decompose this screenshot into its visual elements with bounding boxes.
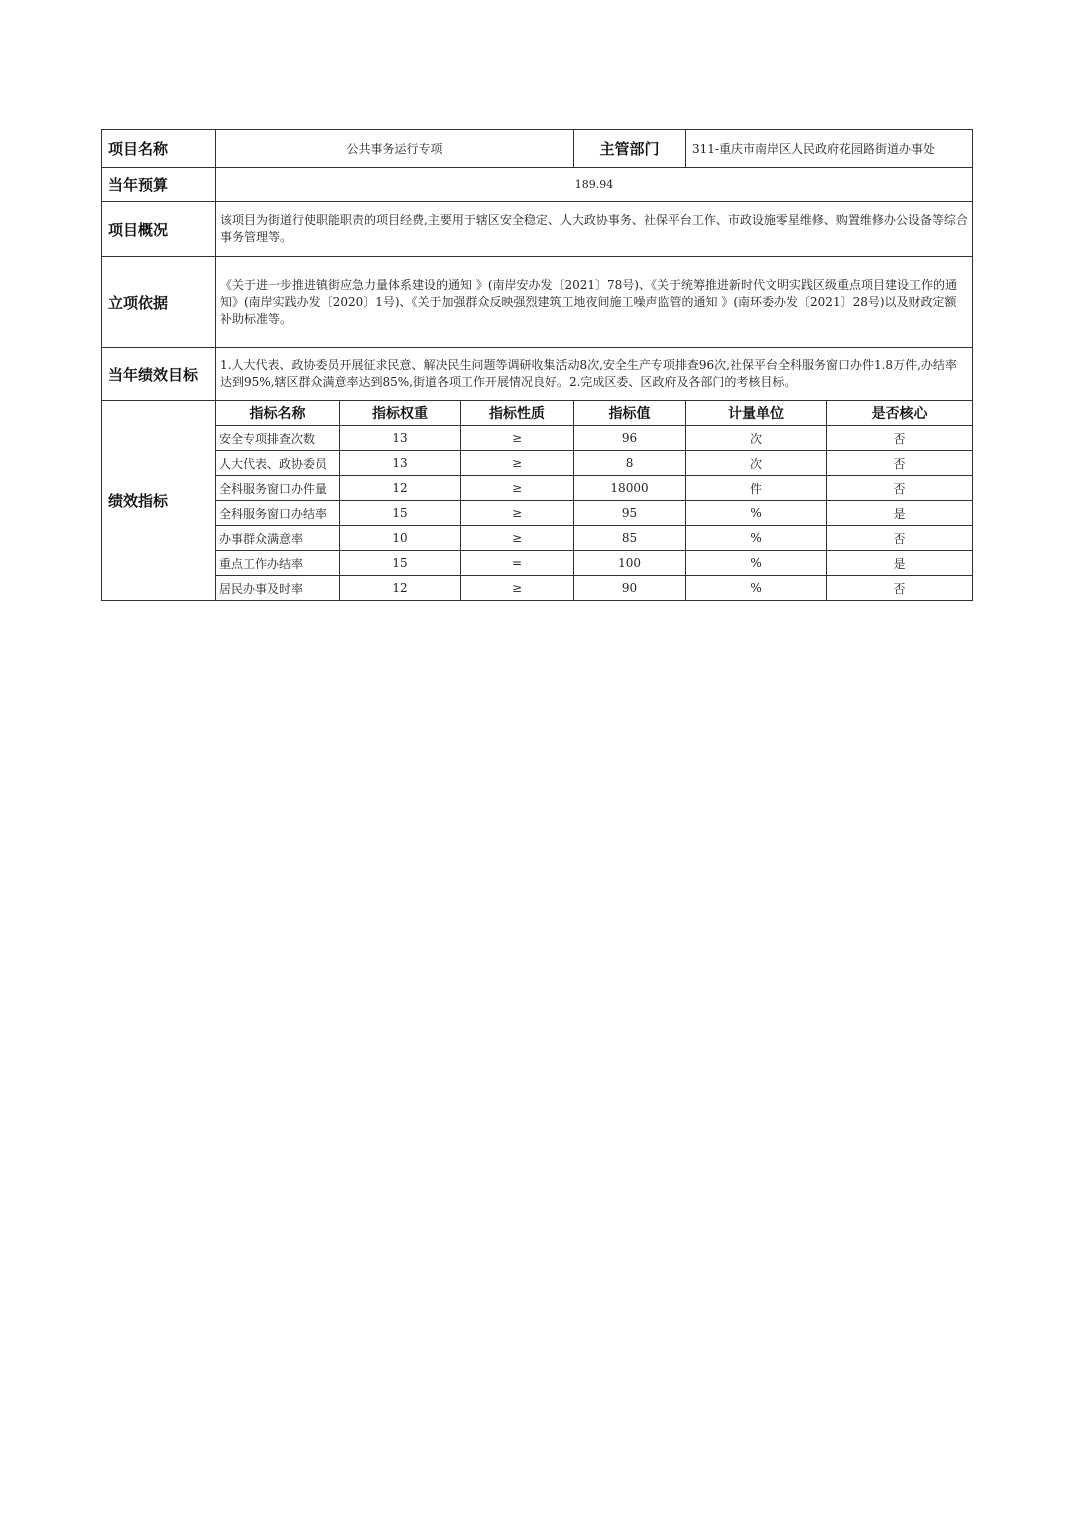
indicator-name: 全科服务窗口办结率 [216,501,340,526]
header-indicator-name: 指标名称 [216,401,340,426]
indicator-unit: % [686,576,827,601]
overview-label: 项目概况 [102,202,216,257]
indicator-value: 95 [574,501,686,526]
indicator-unit: 次 [686,426,827,451]
header-indicator-weight: 指标权重 [340,401,461,426]
indicator-name: 人大代表、政协委员 [216,451,340,476]
overview-row [102,202,973,257]
indicator-is-core: 是 [827,501,973,526]
indicator-is-core: 否 [827,451,973,476]
project-name-label: 项目名称 [102,130,216,168]
indicator-nature: ≥ [461,576,574,601]
indicator-nature: ≥ [461,426,574,451]
indicator-header-row [102,401,973,426]
indicator-nature: = [461,551,574,576]
indicator-is-core: 否 [827,576,973,601]
indicator-name: 办事群众满意率 [216,526,340,551]
indicator-row [102,526,973,551]
indicator-is-core: 否 [827,426,973,451]
indicator-row [102,451,973,476]
indicator-weight: 15 [340,501,461,526]
basis-row [102,257,973,348]
dept-value: 311-重庆市南岸区人民政府花园路街道办事处 [686,130,973,168]
indicator-unit: % [686,526,827,551]
indicator-value: 96 [574,426,686,451]
indicator-value: 8 [574,451,686,476]
dept-label: 主管部门 [574,130,686,168]
indicators-label: 绩效指标 [102,401,216,601]
header-unit: 计量单位 [686,401,827,426]
indicator-row [102,476,973,501]
project-name-value: 公共事务运行专项 [216,130,574,168]
budget-label: 当年预算 [102,168,216,202]
budget-row [102,168,973,202]
indicator-weight: 13 [340,451,461,476]
basis-value: 《关于进一步推进镇街应急力量体系建设的通知 》(南岸安办发〔2021〕78号)、《关于统筹推进新时代文明实践区级重点项目建设工作的通知》(南岸实践办发〔2020〕1号)、《关于加强群众反映强烈建筑工地夜间施工噪声监管的通知 》(南环委办发〔2021〕28号)以及财政定额补助标准等。 [216,257,973,348]
indicator-unit: % [686,501,827,526]
indicator-value: 90 [574,576,686,601]
indicator-value: 100 [574,551,686,576]
indicator-name: 安全专项排查次数 [216,426,340,451]
header-is-core: 是否核心 [827,401,973,426]
indicator-weight: 13 [340,426,461,451]
indicator-weight: 10 [340,526,461,551]
indicator-nature: ≥ [461,451,574,476]
header-indicator-value: 指标值 [574,401,686,426]
indicator-weight: 12 [340,476,461,501]
indicator-nature: ≥ [461,501,574,526]
indicator-nature: ≥ [461,526,574,551]
basis-label: 立项依据 [102,257,216,348]
indicator-row [102,501,973,526]
indicator-unit: % [686,551,827,576]
indicator-name: 重点工作办结率 [216,551,340,576]
goal-label: 当年绩效目标 [102,348,216,401]
indicator-is-core: 否 [827,476,973,501]
indicator-nature: ≥ [461,476,574,501]
indicator-value: 85 [574,526,686,551]
indicator-weight: 12 [340,576,461,601]
indicator-row [102,426,973,451]
goal-value: 1.人大代表、政协委员开展征求民意、解决民生问题等调研收集活动8次,安全生产专项排查96次,社保平台全科服务窗口办件1.8万件,办结率达到95%,辖区群众满意率达到85%,街道各项工作开展情况良好。2.完成区委、区政府及各部门的考核目标。 [216,348,973,401]
header-indicator-nature: 指标性质 [461,401,574,426]
overview-value: 该项目为街道行使职能职责的项目经费,主要用于辖区安全稳定、人大政协事务、社保平台工作、市政设施零星维修、购置维修办公设备等综合事务管理等。 [216,202,973,257]
project-table [101,129,973,601]
indicator-name: 居民办事及时率 [216,576,340,601]
indicator-row [102,551,973,576]
indicator-weight: 15 [340,551,461,576]
indicator-name: 全科服务窗口办件量 [216,476,340,501]
project-name-row [102,130,973,168]
indicator-is-core: 否 [827,526,973,551]
indicator-unit: 件 [686,476,827,501]
goal-row [102,348,973,401]
indicator-unit: 次 [686,451,827,476]
indicator-value: 18000 [574,476,686,501]
indicator-is-core: 是 [827,551,973,576]
project-performance-sheet [101,129,972,601]
indicator-row [102,576,973,601]
budget-value: 189.94 [216,168,973,202]
